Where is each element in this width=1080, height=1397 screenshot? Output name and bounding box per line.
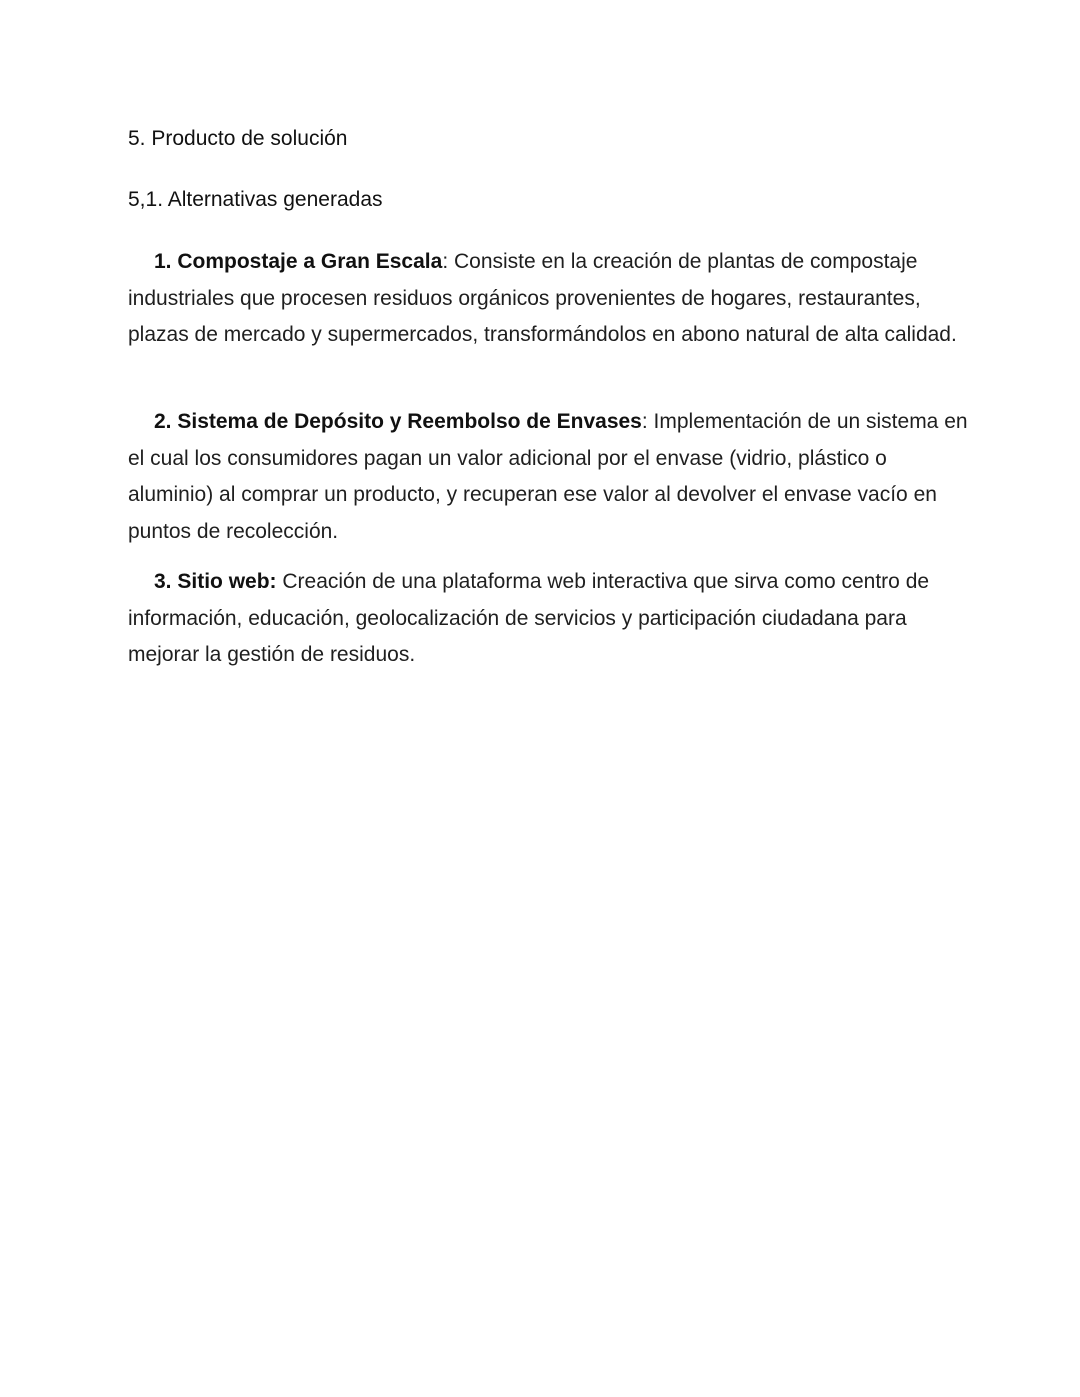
alternative-item (128, 404, 968, 551)
subsection-title: 5,1. Alternativas generadas (128, 188, 383, 211)
alternative-title: Sistema de Depósito y Reembolso de Envases (177, 410, 642, 433)
alternative-number: 2. (154, 410, 172, 433)
alternative-item (128, 564, 968, 674)
alternative-number: 1. (154, 250, 172, 273)
alternative-title: Compostaje a Gran Escala (177, 250, 443, 273)
alternative-number: 3. (154, 570, 172, 593)
alternative-separator: : (641, 410, 648, 433)
alternative-separator: : (442, 250, 449, 273)
alternative-description: Consiste en la creación de plantas de compostaje industriales que procesen residuos orgánicos provenientes de hogares, restaurantes, plazas de mercado y supermercados, transformándolos en abono natural de alta calidad. (128, 250, 957, 347)
alternative-item (128, 244, 968, 354)
section-title: 5. Producto de solución (128, 127, 348, 150)
alternative-title: Sitio web: (177, 570, 277, 593)
alternative-description: Creación de una plataforma web interactiva que sirva como centro de información, educación, geolocalización de servicios y participación ciudadana para mejorar la gestión de residuos. (128, 570, 930, 667)
alternative-description: Implementación de un sistema en el cual los consumidores pagan un valor adicional por el envase (vidrio, plástico o aluminio) al comprar un producto, y recuperan ese valor al devolver el envase vacío en puntos de recolección. (128, 410, 968, 544)
